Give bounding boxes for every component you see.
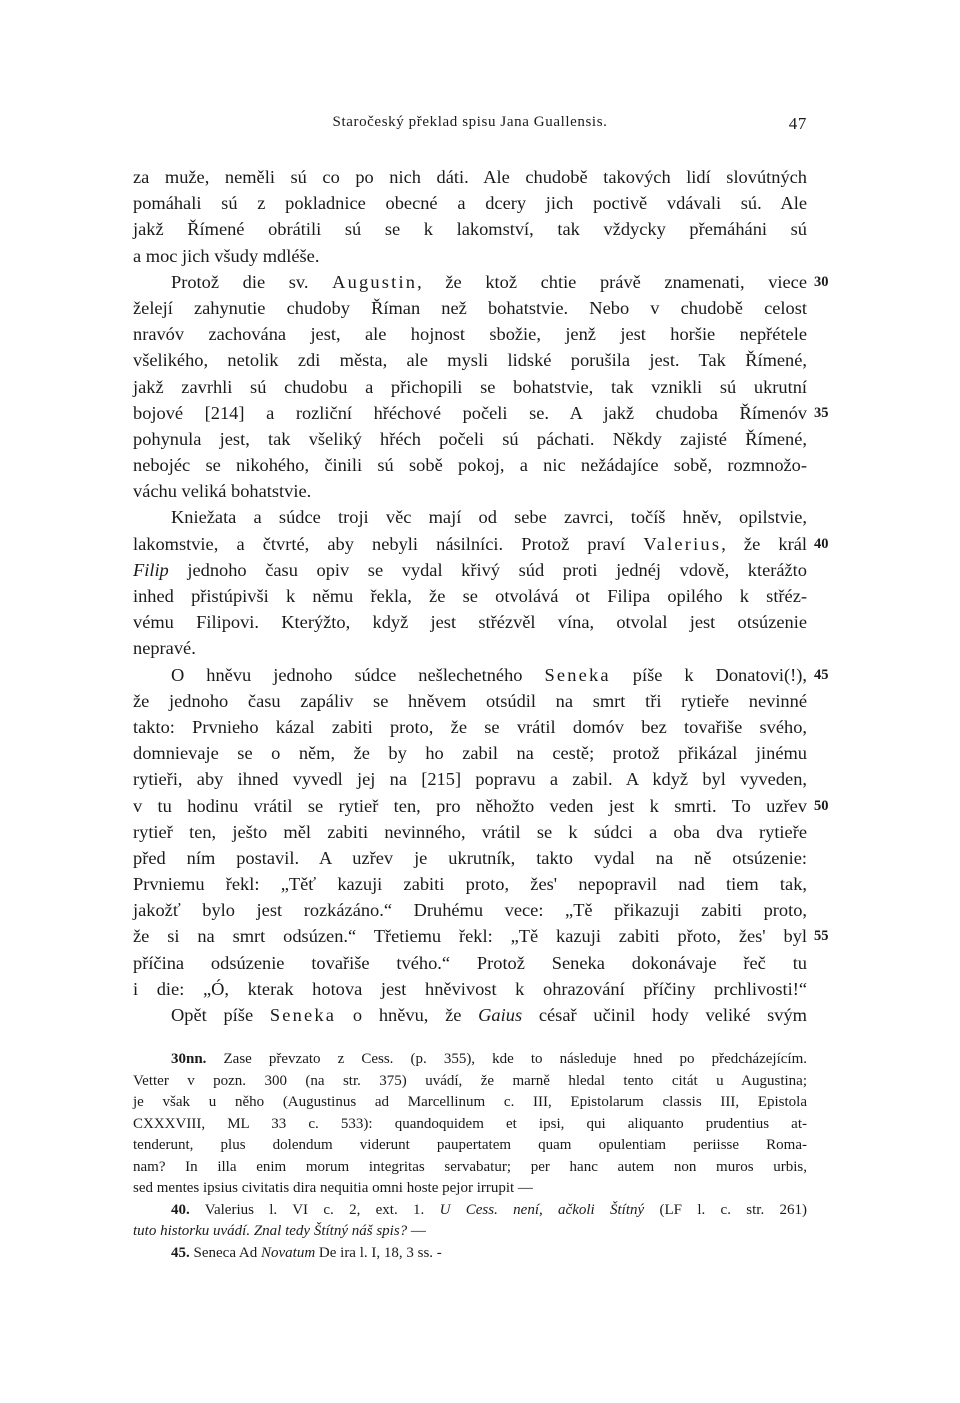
text-line [133,871,807,897]
text-run: lakomstvie, a čtvrté, aby nebyli násilníci. Protož praví [133,533,644,554]
text-run: že si na smrt odsúzen.“ Třetiemu řekl: „Tě kazuji zabiti přoto, žes' byl [133,926,807,947]
text-run: pomáhali sú z pokladnice obecné a dcery jich poctivě vdávali sú. Ale [133,193,807,214]
text-line [133,766,807,792]
line-number: 40 [814,535,829,552]
text-run: nepravé. [133,638,196,659]
footnote-text [133,1243,807,1265]
text-run: píše k Donatovi(!), [610,664,807,685]
text-line [133,1002,807,1028]
text-run: domnievaje se o něm, že by ho zabil na cestě; protož přikázal jinému [133,743,807,764]
text-line [133,923,829,949]
text-line [133,504,807,530]
line-text [133,583,807,609]
spaced-name: Seneka [544,664,611,685]
text-run: (LF l. c. str. 261) [644,1201,808,1218]
italic-text: Gaius [478,1005,523,1025]
italic-text: Filip [133,559,169,580]
line-text [133,609,807,635]
text-line [133,714,807,740]
text-run: sed mentes ipsius civitatis dira nequitia omni hoste pejor irrupit — [133,1180,533,1196]
text-line [133,819,807,845]
line-text [133,740,807,766]
text-line [133,347,807,373]
footnote-line [133,1200,807,1222]
footnote-line [133,1243,807,1265]
text-line [133,609,807,635]
footnote-line [133,1049,807,1071]
line-number: 30 [814,273,829,290]
footnote-text [133,1092,807,1114]
footnote-text [133,1049,807,1071]
italic-text: tuto historku uvádí. Znal tedy Štítný náš spis? [133,1223,408,1239]
text-run: inhed přistúpivši k němu řekla, že se otvolává ot Filipa opilého k střéz- [133,586,807,606]
line-text [133,243,807,269]
text-run: nebojéc se nikohého, činili sú sobě pokoj, a nic nežádajíce sobě, rozmnožo- [133,455,807,476]
text-run: , že král [721,533,807,554]
text-line [133,557,807,583]
footnote-line [133,1178,807,1200]
text-line [133,662,829,688]
text-line [133,164,807,190]
text-run: nravóv zachována jest, ale hojnost sbožie, jenž jest horšie nepřétele [133,324,807,345]
line-text [133,976,807,1002]
footnote-line [133,1092,807,1114]
running-title: Staročeský překlad spisu Jana Guallensis. [332,114,608,130]
text-line [133,216,807,242]
text-line [133,452,807,478]
text-run: jednoho času opiv se vydal křivý súd proti jednéj vdově, kterážto [168,559,807,580]
line-text [133,478,807,504]
body-text [133,164,829,1028]
text-line [133,976,807,1002]
text-run: Protož die sv. [171,271,333,292]
text-run: O hněvu jednoho súdce nešlechetného [171,664,545,685]
text-run: césař učinil hody veliké svým [522,1005,807,1025]
text-line [133,295,807,321]
text-run: jakožť bylo jest rozkázáno.“ Druhému vece: „Tě přikazuji zabiti proto, [133,900,807,921]
text-run: i die: „Ó, kterak hotova jest hněvivost k ohrazování příčiny prchlivosti!“ [133,978,807,999]
text-run: Seneca Ad [189,1244,261,1261]
text-line [133,897,807,923]
line-text [133,374,807,400]
line-text [133,190,807,216]
footnote-text [133,1200,807,1222]
line-text [133,897,807,923]
text-run: — [407,1223,426,1239]
footnotes [133,1049,807,1264]
line-text [133,662,807,688]
text-run: všelikého, netolik zdi města, ale mysli lidské porušila jest. Tak Římené, [133,350,807,371]
line-text [133,950,807,976]
text-run: jakž Římené obrátili sú se k lakomství, tak vždycky přemáháni sú [133,219,807,240]
text-line [133,688,807,714]
page-number: 47 [788,114,807,133]
text-run: jakž zavrhli sú chudobu a přichopili se bohatstvie, tak vznikli sú ukrutní [133,376,807,397]
text-run: je však u něho (Augustinus ad Marcellinum c. III, Epistolarum classis III, Epistola [133,1094,807,1110]
footnote-text [133,1135,807,1157]
text-run: za muže, neměli sú co po nich dáti. Ale chudobě takových lidí slovútných [133,167,807,187]
footnote-line [133,1221,807,1243]
line-text [133,635,807,661]
text-run: před ním postavil. A uzřev je ukrutník, takto vydal na ně otsúzenie: [133,847,807,868]
text-run: a moc jich všudy mdléše. [133,245,320,266]
line-text [133,504,807,530]
text-line [133,845,807,871]
text-line [133,190,807,216]
line-text [133,766,807,792]
footnote-ref: 40. [171,1201,190,1218]
text-run: váchu veliká bohatstvie. [133,481,312,502]
line-text [133,295,807,321]
line-text [133,819,807,845]
line-text [133,688,807,714]
footnote-text [133,1157,807,1179]
line-number: 45 [814,666,829,683]
footnote-line [133,1114,807,1136]
footnote-line [133,1135,807,1157]
text-line [133,950,807,976]
text-run: takto: Prvnieho kázal zabiti proto, že se vrátil domóv bez tovařiše svého, [133,716,807,737]
text-run: rytieři, aby ihned vyvedl jej na [215] popravu a zabil. A když byl vyveden, [133,769,807,790]
line-number: 55 [814,928,829,945]
footnote-text [133,1221,807,1243]
text-run: Kniežata a súdce troji věc mají od sebe zavrci, točíš hněv, opilstvie, [171,507,807,528]
line-text [133,269,807,295]
text-run: tenderunt, plus dolendum viderunt paupertatem quam opulentiam periisse Roma- [133,1137,807,1153]
line-text [133,1002,807,1028]
spaced-name: Valerius [643,533,722,554]
italic-text: Novatum [260,1244,316,1261]
line-text [133,871,807,897]
italic-text: U Cess. není, ačkoli Štítný [439,1201,645,1218]
text-line [133,583,807,609]
footnote-text [133,1178,807,1200]
text-run: příčina odsúzenie tovařiše tvého.“ Protož Seneka dokonávaje řeč tu [133,952,807,973]
line-text [133,347,807,373]
text-run: že jednoho času zapáliv se hněvem otsúdil na smrt tři rytieře nevinné [133,690,807,711]
line-text [133,400,807,426]
footnote-ref: 45. [171,1244,190,1261]
line-number: 35 [814,404,829,421]
text-run: Valerius l. VI c. 2, ext. 1. [189,1201,440,1218]
line-text [133,164,807,190]
line-text [133,216,807,242]
text-run: o hněvu, že [336,1005,479,1025]
text-run: Zase převzato z Cess. (p. 355), kde to následuje hned po předcházejícím. [206,1051,807,1067]
text-run: Opět píše [171,1005,270,1025]
line-text [133,793,807,819]
line-text [133,923,807,949]
text-run: vému Filipovi. Kterýžto, když jest střézvěl vína, otvolal jest otsúzenie [133,612,807,633]
footnote-line [133,1157,807,1179]
text-line [133,635,807,661]
text-run: nam? In illa enim morum integritas servabatur; per hanc autem non muros urbis, [133,1158,807,1175]
text-line [133,243,807,269]
footnote-text [133,1071,807,1093]
footnote-line [133,1071,807,1093]
text-line [133,426,807,452]
text-line [133,321,807,347]
line-text [133,845,807,871]
text-run: bojové [214] a rozliční hřéchové počeli se. A jakž chudoba Římenóv [133,402,807,423]
text-run: De ira l. I, 18, 3 ss. - [315,1244,442,1261]
line-text [133,714,807,740]
line-number: 50 [814,797,829,814]
text-line [133,478,807,504]
footnote-text [133,1114,807,1136]
text-run: Vetter v pozn. 300 (na str. 375) uvádí, že marně hledal tento citát u Augustina; [133,1072,807,1089]
text-line [133,531,829,557]
spaced-name: Augustin [332,271,418,292]
text-run: CXXXVIII, ML 33 c. 533): quandoquidem et ipsi, qui aliquanto prudentius at- [133,1115,807,1132]
text-line [133,269,829,295]
spaced-name: Seneka [269,1005,337,1025]
text-line [133,374,807,400]
text-line [133,400,829,426]
text-line [133,740,807,766]
line-text [133,452,807,478]
text-run: rytieř ten, ješto měl zabiti nevinného, vrátil se k súdci a oba dva rytieře [133,821,807,842]
line-text [133,557,807,583]
text-run: , že ktož chtie právě znamenati, viece [417,271,807,292]
footnote-ref: 30nn. [171,1051,207,1067]
text-run: želejí zahynutie chudoby Říman než bohatstvie. Nebo v chudobě celost [133,297,807,318]
line-text [133,321,807,347]
text-run: v tu hodinu vrátil se rytieř ten, pro něhožto veden jest k smrti. To uzřev [133,795,807,816]
text-run: pohynula jest, tak všeliký hřéch počeli sú páchati. Někdy zajisté Římené, [133,428,807,449]
text-line [133,793,829,819]
text-run: Prvniemu řekl: „Těť kazuji zabiti proto, žes' nepopravil nad tiem tak, [133,874,807,895]
line-text [133,426,807,452]
line-text [133,531,807,557]
